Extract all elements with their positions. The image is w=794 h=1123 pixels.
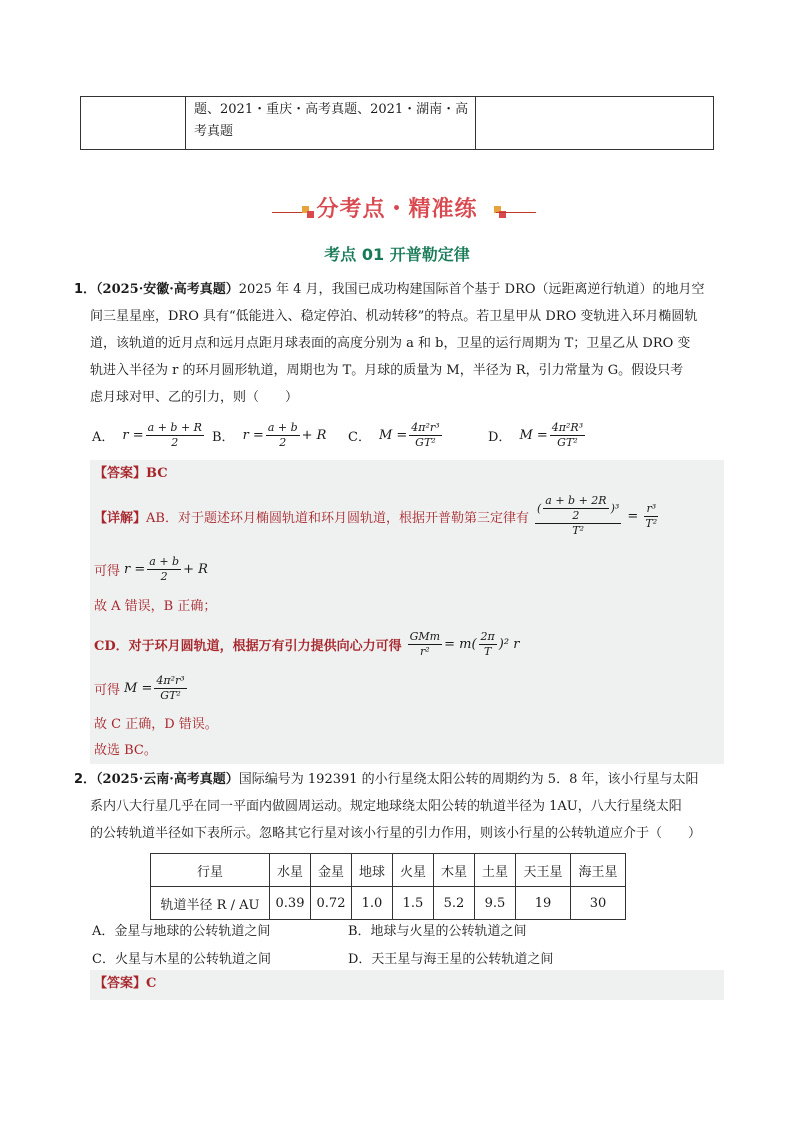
option-label: B． (212, 429, 235, 445)
detail-final: 故选 BC。 (94, 743, 157, 758)
banner-line-right (496, 212, 536, 213)
table-cell-empty (476, 97, 713, 149)
subsection-title: 考点 01 开普勒定律 (324, 245, 470, 264)
table-text-line: 考真题 (194, 124, 234, 139)
table-text-line: 题、2021・重庆・高考真题、2021・湖南・高 (194, 102, 469, 117)
detail-line-cd: CD．对于环月圆轨道，根据万有引力提供向心力可得 $\frac{\text{GMm}}{\text{r²}}$ = m( $\frac{2\pi}{T}$ )² r (94, 629, 520, 658)
stem-line: 道，该轨道的近月点和远月点距月球表面的高度分别为 a 和 b，卫星的运行周期为 T；卫星乙从 DRO 变 (90, 336, 691, 351)
question-number: 2． (74, 772, 97, 787)
planet-radius-table (150, 853, 626, 920)
question-1-stem (74, 276, 724, 411)
answer-value: C (146, 976, 157, 991)
option-label: A． (92, 429, 115, 445)
option-c[interactable] (348, 418, 444, 452)
answer-line: 【答案】BC (94, 466, 168, 481)
detail-line-result-m: 可得 M = $\frac{\text{4π²r³}}{\text{GT²}}$ (94, 673, 185, 702)
question-source: （2025·云南·高考真题） (96, 772, 239, 787)
table-cell: 0.39 (270, 887, 311, 920)
detail-line-result-r: 可得 r = $\frac{a + b}{2}$ + R (94, 554, 208, 583)
table-row (151, 887, 626, 920)
table-cell: 天王星 (516, 854, 571, 887)
detail-conclusion-ab: 故 A 错误，B 正确； (94, 599, 217, 614)
option-fraction: $\frac{\text{4π²R³}}{\text{GT²}}$ (551, 420, 584, 449)
option-lhs: r = (122, 427, 144, 443)
stem-line: 系内八大行星几乎在同一平面内做圆周运动。规定地球绕太阳公转的轨道半径为 1AU，八大行星绕太阳 (90, 799, 682, 814)
stem-line: 的公转轨道半径如下表所示。忽略其它行星对该小行星的引力作用，则该小行星的公转轨道应介于（ ） (90, 826, 702, 841)
stem-line: 间三星星座，DRO 具有“低能进入、稳定停泊、机动转移”的特点。若卫星甲从 DRO 变轨进入环月椭圆轨 (90, 309, 698, 324)
option-d[interactable]: D．天王星与海王星的公转轨道之间 (348, 952, 554, 967)
option-lhs: r = (242, 427, 264, 443)
option-tail: + R (301, 427, 327, 443)
answer-line: 【答案】C (94, 976, 157, 991)
table-cell: 土星 (475, 854, 516, 887)
gravity-equation: $\frac{\text{GMm}}{\text{r²}}$ = m( $\frac{2\pi}{T}$ )² r (409, 629, 520, 658)
option-fraction: $\frac{\text{4π²r³}}{\text{GT²}}$ (411, 420, 440, 449)
section-banner (0, 190, 794, 226)
answer-value: BC (146, 466, 168, 481)
table-cell: 19 (516, 887, 571, 920)
table-cell-empty (81, 97, 186, 149)
option-a[interactable] (92, 418, 206, 452)
stem-line: 虑月球对甲、乙的引力，则（ ） (90, 390, 299, 405)
question-source: （2025·安徽·高考真题） (96, 282, 239, 297)
option-label: C． (348, 429, 371, 445)
table-cell: 0.72 (311, 887, 352, 920)
option-d[interactable] (488, 418, 587, 452)
section-title: 分考点・精准练 (316, 197, 478, 222)
table-cell-sources (186, 97, 476, 149)
table-cell: 木星 (434, 854, 475, 887)
option-lhs: M = (378, 427, 408, 443)
table-cell: 9.5 (475, 887, 516, 920)
option-fraction: $\frac{a + b + R}{2}$ (147, 420, 202, 449)
detail-line-ab: 【详解】 AB．对于题述环月椭圆轨道和环月圆轨道，根据开普勒第三定律有 ( $\frac{a + b + 2R}{2}$ )³ T² = $\frac{\text{r³}}{\text{T²}}$ (90, 494, 724, 538)
kepler-equation: ( $\frac{a + b + 2R}{2}$ )³ T² = $\frac{\text{r³}}{\text{T²}}$ (536, 494, 658, 537)
table-cell: 5.2 (434, 887, 475, 920)
option-b[interactable] (212, 418, 326, 452)
table-cell: 1.0 (352, 887, 393, 920)
option-label: D． (488, 429, 512, 445)
table-cell: 海王星 (571, 854, 626, 887)
option-c[interactable]: C．火星与木星的公转轨道之间 (92, 952, 271, 967)
question-number: 1． (74, 282, 97, 297)
table-cell: 水星 (270, 854, 311, 887)
question-2-stem (74, 766, 724, 847)
table-cell: 金星 (311, 854, 352, 887)
stem-line: 轨进入半径为 r 的环月圆形轨道，周期也为 T。月球的质量为 M，半径为 R，引力常量为 G。假设只考 (90, 363, 684, 378)
option-fraction: $\frac{a + b}{2}$ (267, 420, 298, 449)
question-1-options (92, 418, 712, 452)
table-cell: 轨道半径 R / AU (151, 887, 270, 920)
table-cell: 地球 (352, 854, 393, 887)
table-cell: 30 (571, 887, 626, 920)
table-header-row (151, 854, 626, 887)
table-cell: 火星 (393, 854, 434, 887)
option-lhs: M = (519, 427, 548, 443)
table-cell: 行星 (151, 854, 270, 887)
stem-line: 国际编号为 192391 的小行星绕太阳公转的周期约为 5．8 年，该小行星与太阳 (238, 772, 699, 787)
top-table (80, 96, 714, 150)
option-a[interactable]: A．金星与地球的公转轨道之间 (92, 924, 271, 939)
detail-conclusion-cd: 故 C 正确，D 错误。 (94, 717, 218, 732)
option-b[interactable]: B．地球与火星的公转轨道之间 (348, 924, 527, 939)
stem-line: 2025 年 4 月，我国已成功构建国际首个基于 DRO（远距离逆行轨道）的地月空 (238, 282, 705, 297)
table-cell: 1.5 (393, 887, 434, 920)
